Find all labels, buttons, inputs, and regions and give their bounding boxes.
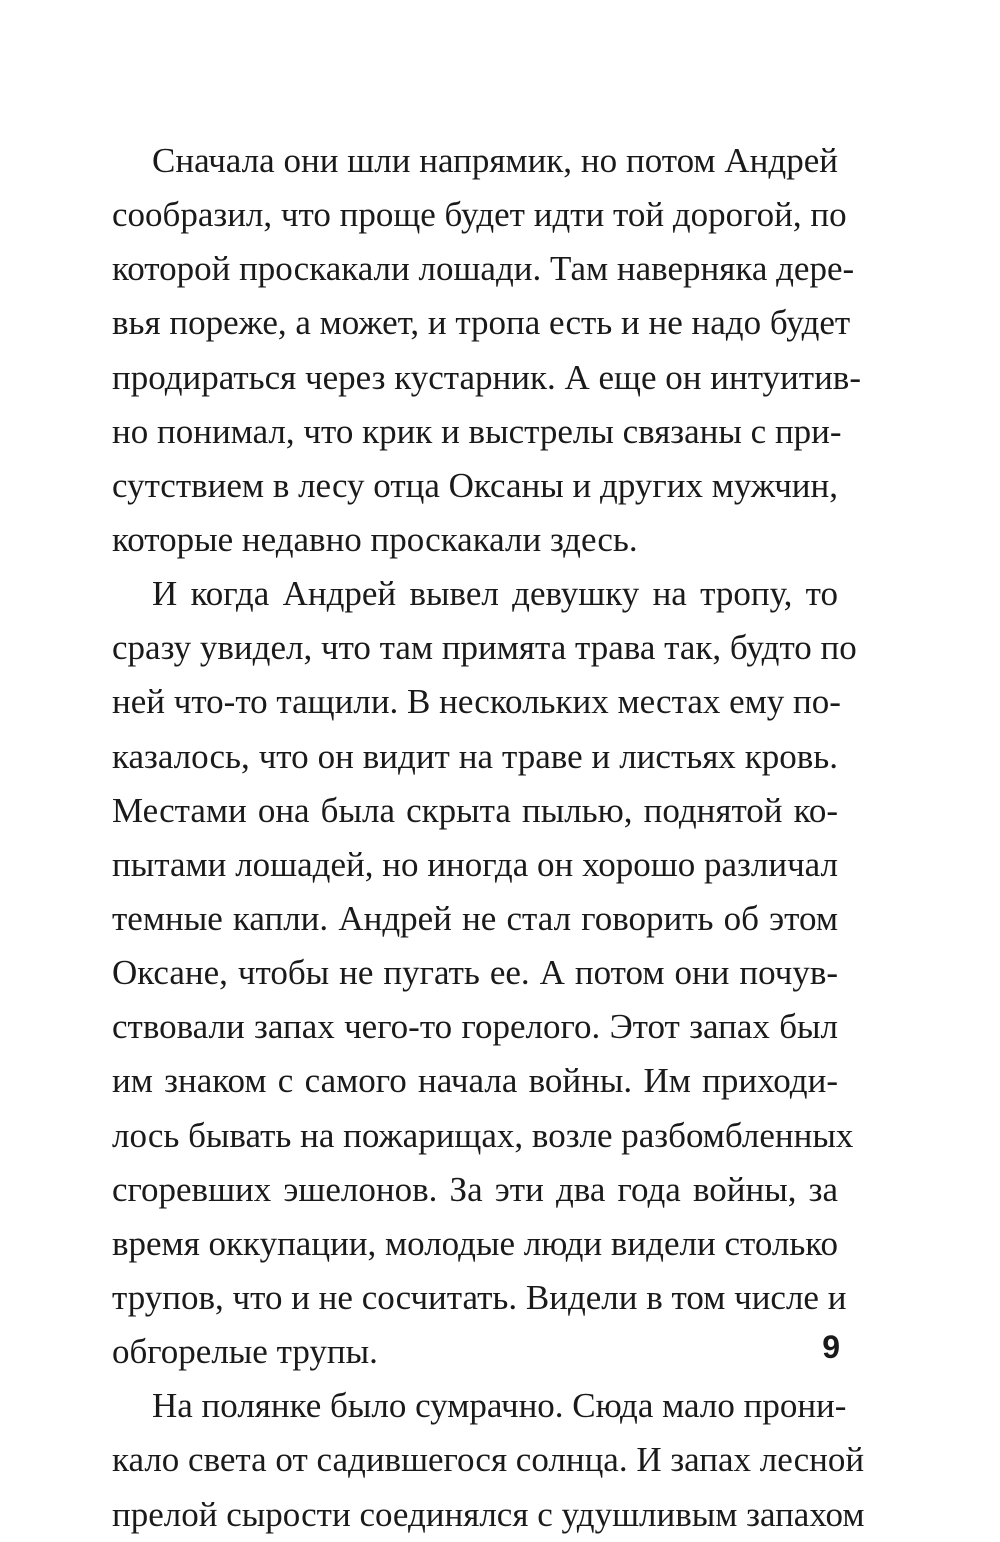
paragraph-3-line-3: прелой сырости соединялся с удушливым запахом bbox=[112, 1494, 865, 1534]
paragraph-1-line-4: вья пореже, а может, и тропа есть и не надо будет bbox=[112, 303, 851, 343]
paragraph-1-line-7: сутствием в лесу отца Оксаны и других мужчин, bbox=[112, 465, 839, 505]
paragraph-2-line-11: лось бывать на пожарищах, возле разбомбленных bbox=[112, 1115, 854, 1155]
paragraph-2-line-4: казалось, что он видит на траве и листьях кровь. bbox=[112, 736, 838, 776]
paragraph-2-line-10: им знаком с самого начала войны. Им приходи- bbox=[112, 1061, 838, 1101]
paragraph-2-line-9: ствовали запах чего-то горелого. Этот запах был bbox=[112, 1007, 838, 1047]
paragraph-2-line-2: сразу увидел, что там примята трава так, будто по bbox=[112, 628, 857, 668]
page-number: 9 bbox=[822, 1329, 840, 1365]
paragraph-2-line-14: трупов, что и не сосчитать. Видели в том числе и bbox=[112, 1277, 847, 1317]
paragraph-2-line-7: темные капли. Андрей не стал говорить об этом bbox=[112, 898, 838, 938]
paragraph-1-line-6: но понимал, что крик и выстрелы связаны с при- bbox=[112, 411, 842, 451]
paragraph-3-line-2: кало света от садившегося солнца. И запах лесной bbox=[112, 1440, 865, 1480]
paragraph-2-line-5: Местами она была скрыта пылью, поднятой ко- bbox=[112, 790, 838, 830]
paragraph-2-line-1: И когда Андрей вывел девушку на тропу, то bbox=[152, 574, 838, 614]
paragraph-1-line-2: сообразил, что проще будет идти той дорогой, по bbox=[112, 195, 847, 235]
paragraph-1-line-1: Сначала они шли напрямик, но потом Андрей bbox=[152, 141, 838, 180]
paragraph-1-line-3: которой проскакали лошади. Там наверняка дере- bbox=[112, 249, 855, 289]
paragraph-3-line-1: На полянке было сумрачно. Сюда мало прони- bbox=[152, 1386, 847, 1426]
paragraph-2-line-13: время оккупации, молодые люди видели столько bbox=[112, 1223, 839, 1263]
paragraph-2-line-8: Оксане, чтобы не пугать ее. А потом они почув- bbox=[112, 953, 838, 993]
paragraph-2-line-12: сгоревших эшелонов. За эти два года войны, за bbox=[112, 1169, 838, 1209]
paragraph-2-line-15: обгорелые трупы. bbox=[112, 1332, 378, 1372]
body-text bbox=[112, 134, 865, 1542]
paragraph-1-line-5: продираться через кустарник. А еще он интуитив- bbox=[112, 357, 861, 397]
paragraph-2-line-3: ней что-то тащили. В нескольких местах ему по- bbox=[112, 682, 841, 722]
paragraph-2-line-6: пытами лошадей, но иногда он хорошо различал bbox=[112, 844, 838, 884]
paragraph-1-line-8: которые недавно проскакали здесь. bbox=[112, 519, 638, 559]
